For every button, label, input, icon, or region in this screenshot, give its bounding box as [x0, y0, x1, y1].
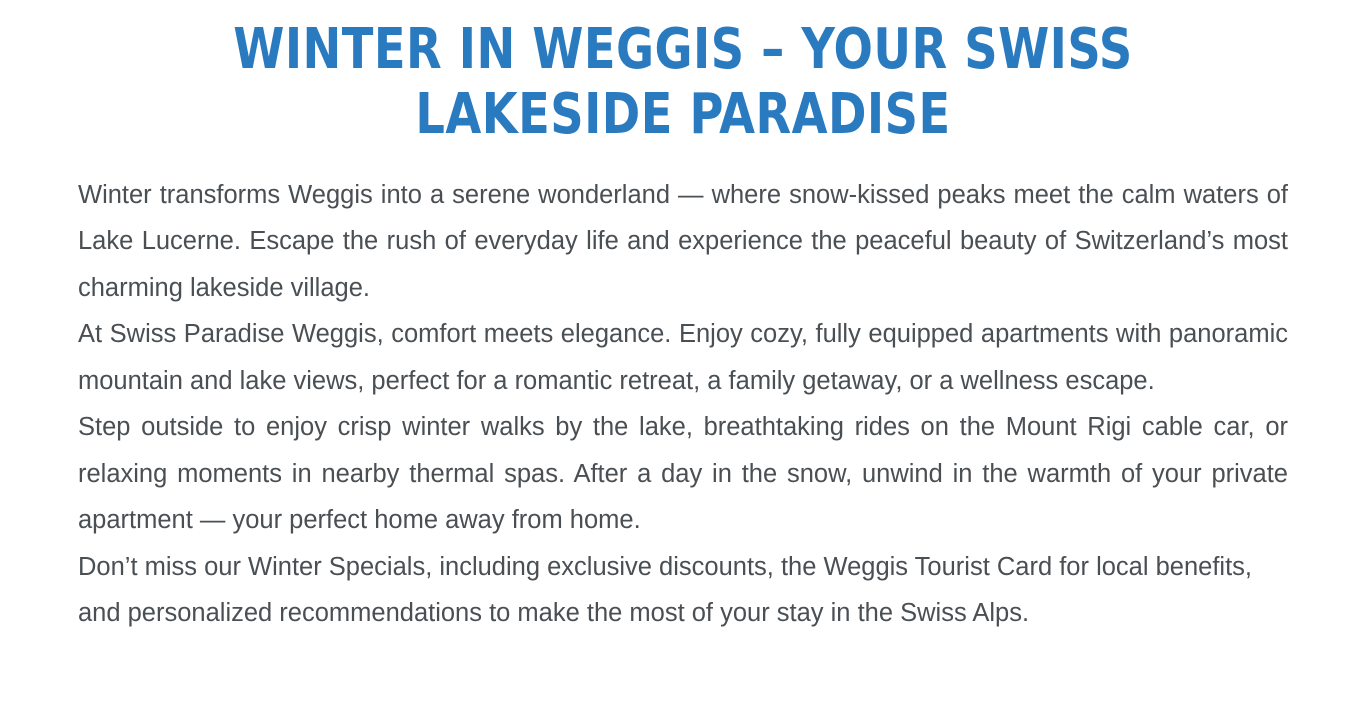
paragraph-activities: Step outside to enjoy crisp winter walks by the lake, breathtaking rides on the Mount Rigi cable car, or relaxing moments in nearby thermal spas. After a day in the snow, unwind in the warmth of your private apartment — your perfect home away from home. [78, 413, 1288, 535]
paragraph-intro: Winter transforms Weggis into a serene wonderland — where snow-kissed peaks meet the calm waters of Lake Lucerne. Escape the rush of everyday life and experience the peaceful beauty of Switzerland’s most charming lakeside village. [78, 180, 1288, 302]
paragraph-apartments: At Swiss Paradise Weggis, comfort meets elegance. Enjoy cozy, fully equipped apartments with panoramic mountain and lake views, perfect for a romantic retreat, a family getaway, or a wellness escape. [78, 320, 1288, 395]
page-title: WINTER IN WEGGIS – YOUR SWISS LAKESIDE PARADISE [233, 17, 1133, 147]
article-body [0, 148, 1366, 637]
paragraph-specials: Don’t miss our Winter Specials, including exclusive discounts, the Weggis Tourist Card for local benefits, and personalized recommendations to make the most of your stay in the Swiss Alps. [78, 552, 1252, 628]
